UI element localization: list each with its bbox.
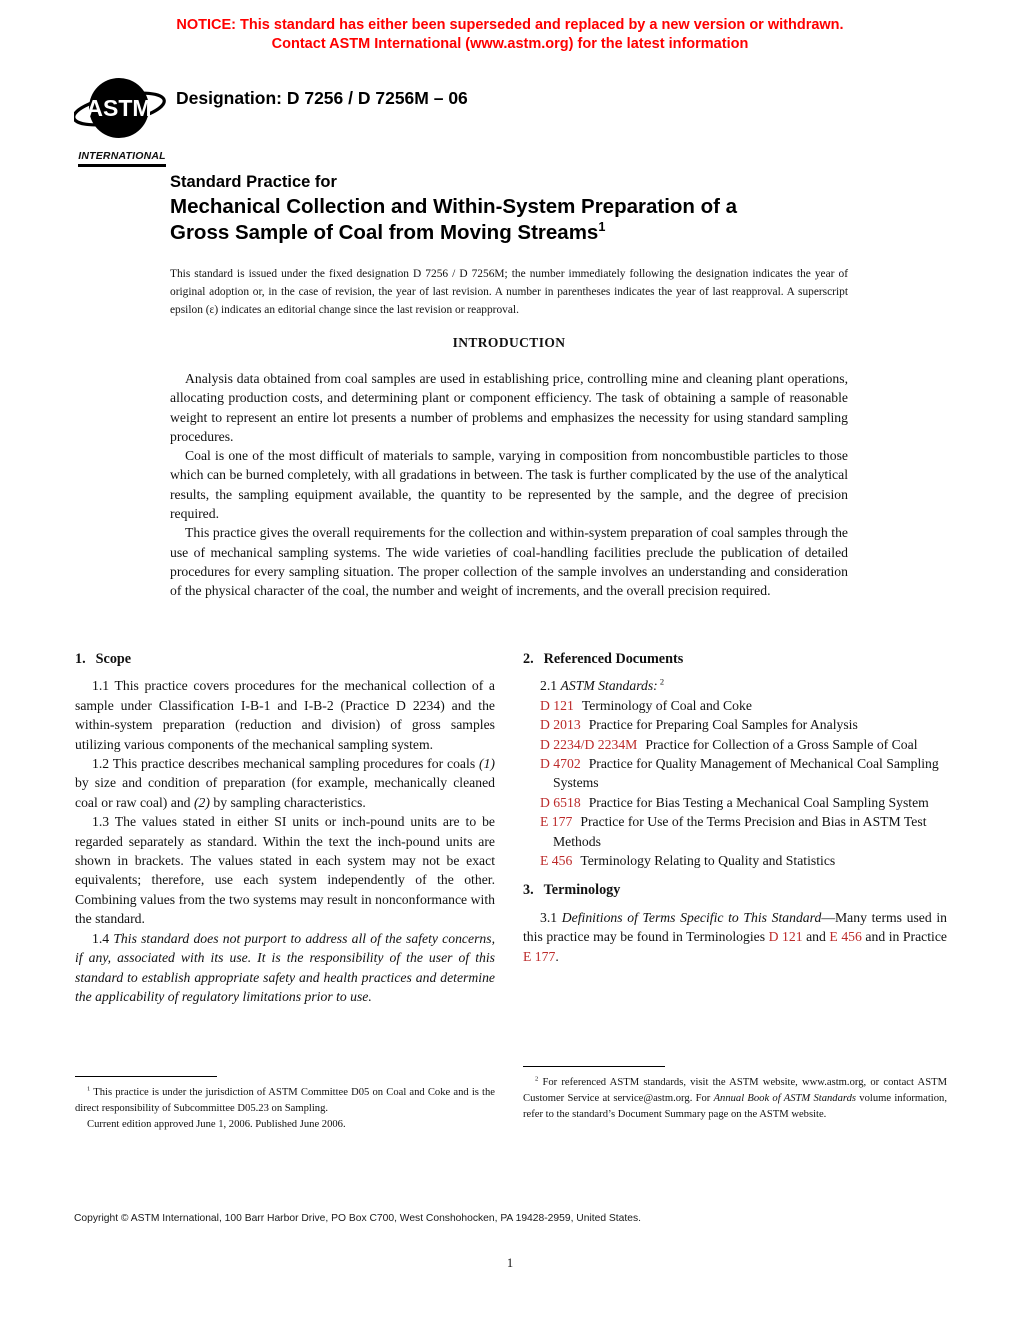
introduction-heading: INTRODUCTION (452, 335, 566, 350)
standard-reference-link[interactable]: E 177 (523, 948, 556, 964)
text-segment: This standard does not purport to address all of the safety concerns, if any, associated with its use. It is the responsibility of the user of this standard to establish appropriate safety and health practices and determine the applicability of regulatory limitations prior to use. (75, 930, 495, 1004)
text-segment: 1.2 This practice describes mechanical sampling procedures for coals (92, 756, 480, 772)
title-text: Gross Sample of Coal from Moving Streams (170, 220, 599, 244)
introduction-paragraph: This practice gives the overall requirements for the collection and within-system preparation of coal samples through the use of mechanical sampling systems. The wide varieties of coal-handling facilities preclude the publication of detailed procedures for every sampling situation. The proper collection of the sample involves an understanding and consideration of the physical character of the coal, the number and weight of increments, and the overall precision required. (170, 525, 848, 599)
reference-item (523, 735, 947, 754)
reference-title: Practice for Use of the Terms Precision and Bias in ASTM Test Methods (553, 814, 927, 849)
text-segment: Definitions of Terms Specific to This Standard (561, 909, 822, 925)
title-line-last (170, 220, 870, 246)
title-line: Mechanical Collection and Within-System Preparation of a (170, 195, 738, 218)
reference-title: Terminology of Coal and Coke (581, 697, 752, 713)
section-label: Terminology (543, 882, 621, 899)
text-segment: (1) (479, 756, 495, 772)
standard-reference-link[interactable]: D 4702 (540, 756, 581, 772)
supersession-notice (0, 16, 1020, 53)
standard-reference-link[interactable]: D 121 (540, 697, 574, 713)
reference-item (523, 754, 947, 793)
text-segment: 1 (87, 1085, 91, 1093)
text-segment: 2 (535, 1075, 539, 1083)
scope-paragraph-1-1: 1.1 This practice covers procedures for the mechanical collection of a sample under Classification I-B-1 and I-B-2 (Practice D 2234) and the within-system preparation (reduction and division) of gross samples utilizing various components of the mechanical sampling system. (75, 678, 495, 752)
footnote-2 (523, 1066, 947, 1122)
text-segment: by sampling characteristics. (209, 794, 366, 810)
footnote-1-edition: Current edition approved June 1, 2006. Published June 2006. (87, 1118, 346, 1130)
text-segment: and in Practice (861, 929, 947, 945)
text-segment: volume information, refer to the standard’s Document Summary page on the ASTM website. (523, 1092, 947, 1120)
issuance-note: This standard is issued under the fixed designation D 7256 / D 7256M; the number immediately following the designation indicates the year of original adoption or, in the case of revision, the year of last revision. A number in parentheses indicates the year of last reapproval. A superscript epsilon (ε) indicates an editorial change since the last revision or reapproval. (170, 268, 848, 316)
reference-title: Practice for Collection of a Gross Sample of Coal (645, 736, 918, 752)
footnote-1 (75, 1076, 495, 1132)
title-kicker: Standard Practice for (170, 173, 337, 191)
introduction-paragraph: Analysis data obtained from coal samples are used in establishing price, controlling mine and cleaning plant operations, allocating production costs, and determining plant or component efficiency. The task of obtaining a sample of reasonable weight to represent an entire lot presents a number of problems and emphasizes the necessity for using standard sampling procedures. (170, 371, 848, 444)
footnote-1-text (75, 1085, 495, 1117)
text-segment: Annual Book of ASTM Standards (713, 1092, 857, 1104)
section-number: 1. (75, 651, 86, 667)
reference-item (523, 851, 947, 870)
astm-logo (70, 72, 174, 167)
section-heading-terminology (523, 881, 947, 900)
text-segment: 1.4 (92, 930, 114, 946)
text-segment: 3.1 (540, 909, 562, 925)
terminology-paragraph-3-1 (523, 908, 947, 966)
left-column (75, 650, 495, 1006)
section-heading-scope (75, 650, 495, 669)
standard-reference-link[interactable]: E 456 (829, 929, 862, 945)
designation-line: Designation: D 7256 / D 7256M – 06 (176, 88, 468, 108)
standard-reference-link[interactable]: D 6518 (540, 794, 581, 810)
standard-reference-link[interactable]: E 177 (540, 814, 573, 830)
text-segment: . (555, 948, 559, 964)
notice-line-2: Contact ASTM International (www.astm.org) for the latest information (271, 35, 749, 52)
standard-reference-link[interactable]: D 121 (768, 929, 803, 945)
text-segment: For referenced ASTM standards, visit the ASTM website, www.astm.org, or contact ASTM Customer Service at service@astm.org. For (523, 1077, 947, 1104)
scope-paragraph-1-2 (75, 754, 495, 812)
reference-title: Practice for Quality Management of Mechanical Coal Sampling Systems (553, 756, 939, 791)
reference-title: Practice for Preparing Coal Samples for Analysis (588, 717, 858, 733)
text-segment: This practice is under the jurisdiction of ASTM Committee D05 on Coal and Coke and is the direct responsibility of Subcommittee D05.23 on Sampling. (75, 1087, 495, 1114)
notice-line-1: NOTICE: This standard has either been superseded and replaced by a new version or withdrawn. (176, 17, 844, 33)
standard-reference-link[interactable]: D 2013 (540, 717, 581, 733)
astm-globe-icon (74, 72, 170, 146)
section-heading-referenced-documents (523, 650, 947, 669)
standard-reference-link[interactable]: E 456 (540, 853, 573, 869)
footnote-2-text (523, 1075, 947, 1122)
reference-item (523, 715, 947, 734)
astm-monogram: ASTM (86, 95, 152, 121)
introduction-section (170, 369, 848, 601)
text-segment: 2 (657, 676, 665, 687)
text-segment: by size and condition of preparation (for example, mechanically cleaned coal or raw coal) and (75, 775, 495, 810)
section-number: 2. (523, 651, 534, 667)
section-label: Scope (95, 651, 132, 667)
introduction-paragraph: Coal is one of the most difficult of materials to sample, varying in composition from noncombustible particles to those which can be burned completely, with all gradations in between. The task is further complicated by the use of the analytical results, the sampling equipment available, the quantity to be represented by the sample, and the degree of precision required. (170, 448, 848, 522)
footnote-separator (523, 1066, 665, 1067)
scope-paragraph-1-3: 1.3 The values stated in either SI units or inch-pound units are to be regarded separately as standard. Within the text the inch-pound units are shown in brackets. The values stated in each system may not be exact equivalents; therefore, use each system independently of the other. Combining values from the two systems may result in nonconformance with the standard. (75, 814, 495, 927)
copyright-line: Copyright © ASTM International, 100 Barr Harbor Drive, PO Box C700, West Conshohocken, PA 19428-2959, United States. (74, 1213, 641, 1224)
section-number: 3. (523, 882, 534, 899)
title-footnote-marker: 1 (598, 218, 606, 234)
reference-title: Terminology Relating to Quality and Statistics (580, 853, 836, 869)
scope-paragraph-1-4 (75, 929, 495, 1007)
reference-item (523, 793, 947, 812)
astm-logo-caption: INTERNATIONAL (78, 150, 166, 167)
referenced-subheading (523, 676, 947, 695)
section-label: Referenced Documents (543, 651, 684, 667)
standard-reference-link[interactable]: D 2234/D 2234M (540, 736, 638, 752)
text-segment: (2) (193, 794, 210, 810)
right-column (523, 650, 947, 966)
reference-item (523, 696, 947, 715)
text-segment: and (802, 929, 830, 945)
text-segment: 2.1 (540, 678, 561, 694)
text-segment: —Many terms used in this practice may be found in Terminologies (523, 909, 948, 945)
reference-item (523, 812, 947, 851)
page-number: 1 (506, 1256, 514, 1270)
reference-title: Practice for Bias Testing a Mechanical Coal Sampling System (588, 794, 929, 810)
standard-title (170, 171, 870, 245)
footnote-separator (75, 1076, 217, 1077)
text-segment: ASTM Standards: (560, 678, 658, 694)
